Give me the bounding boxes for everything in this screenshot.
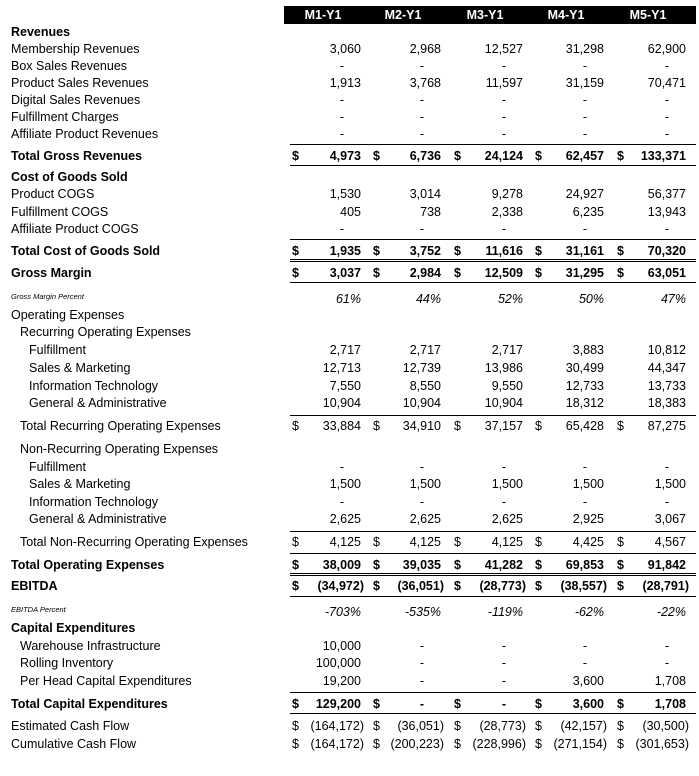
rule-line [290,261,696,262]
value-cell: 4,125 [409,535,441,549]
currency-symbol: $ [535,737,542,751]
rule-line [290,553,696,554]
row-label: Total Non-Recurring Operating Expenses [20,535,248,549]
value-cell: 1,530 [329,187,361,201]
currency-symbol: $ [373,558,380,572]
value-cell: 6,235 [572,205,604,219]
currency-symbol: $ [292,244,299,258]
value-cell: 39,035 [402,558,441,572]
value-cell: - [419,460,424,474]
value-cell: 11,616 [485,244,523,258]
currency-symbol: $ [535,719,542,733]
row-label: EBITDA [11,579,58,593]
value-cell: 31,298 [565,42,604,56]
value-cell: 2,968 [409,42,441,56]
value-cell: 3,883 [572,343,604,357]
currency-symbol: $ [454,558,461,572]
value-cell: 3,752 [409,244,441,258]
rule-line [290,713,696,714]
rule-line [290,692,696,693]
value-cell: 62,457 [565,149,604,163]
value-cell: 12,509 [484,266,523,280]
row-label: Fulfillment COGS [11,205,109,219]
value-cell: 2,338 [491,205,523,219]
row-label: Sales & Marketing [29,477,131,491]
row-label: Total Recurring Operating Expenses [20,419,221,433]
value-cell: 4,125 [491,535,523,549]
value-cell: 44% [415,292,441,306]
value-cell: 129,200 [315,697,361,711]
currency-symbol: $ [617,558,624,572]
value-cell: 2,625 [329,512,361,526]
value-cell: 31,161 [565,244,604,258]
value-cell: - [501,495,506,509]
value-cell: 1,708 [654,674,686,688]
currency-symbol: $ [535,579,542,593]
value-cell: 2,717 [409,343,441,357]
value-cell: - [501,93,506,107]
value-cell: 1,708 [654,697,686,711]
column-header: M5-Y1 [629,8,667,22]
value-cell: 38,009 [322,558,361,572]
value-cell: 34,910 [402,419,441,433]
value-cell: 1,500 [572,477,604,491]
value-cell: - [664,222,669,236]
value-cell: 2,717 [329,343,361,357]
currency-symbol: $ [617,697,624,711]
currency-symbol: $ [535,244,542,258]
currency-symbol: $ [454,719,461,733]
value-cell: - [339,495,344,509]
currency-symbol: $ [617,419,624,433]
value-cell: - [501,110,506,124]
row-label: Estimated Cash Flow [11,719,130,733]
value-cell: -703% [324,605,361,619]
value-cell: (28,773) [479,719,526,733]
currency-symbol: $ [373,244,380,258]
row-label: Fulfillment [29,343,86,357]
value-cell: - [664,59,669,73]
row-label: Gross Margin [11,266,92,280]
currency-symbol: $ [454,244,461,258]
rule-line [290,575,696,576]
value-cell: - [501,639,506,653]
row-label: General & Administrative [29,396,167,410]
value-cell: - [339,127,344,141]
value-cell: 87,275 [647,419,686,433]
currency-symbol: $ [454,579,461,593]
value-cell: 12,733 [565,379,604,393]
rule-line [290,573,696,574]
currency-symbol: $ [454,737,461,751]
value-cell: 10,000 [322,639,361,653]
row-label: Total Cost of Goods Sold [11,244,161,258]
value-cell: - [664,110,669,124]
value-cell: 61% [335,292,361,306]
rule-line [290,596,696,597]
row-label: Gross Margin Percent [11,292,84,301]
row-label: Revenues [11,25,71,39]
value-cell: - [501,460,506,474]
value-cell: 4,425 [572,535,604,549]
column-header: M3-Y1 [466,8,504,22]
value-cell: 2,625 [491,512,523,526]
rule-line [290,144,696,145]
value-cell: 3,014 [409,187,441,201]
value-cell: 31,159 [565,76,604,90]
row-label: Fulfillment [29,460,86,474]
currency-symbol: $ [535,558,542,572]
value-cell: - [419,674,424,688]
currency-symbol: $ [373,737,380,751]
currency-symbol: $ [373,697,380,711]
value-cell: - [582,110,587,124]
value-cell: - [664,460,669,474]
currency-symbol: $ [454,266,461,280]
value-cell: -119% [487,605,523,619]
value-cell: (164,172) [310,737,364,751]
value-cell: (36,051) [397,719,444,733]
value-cell: - [582,656,587,670]
row-label: Total Operating Expenses [11,558,165,572]
value-cell: 4,125 [329,535,361,549]
value-cell: 2,717 [491,343,523,357]
value-cell: - [339,59,344,73]
value-cell: 10,812 [647,343,686,357]
value-cell: 65,428 [565,419,604,433]
value-cell: - [582,639,587,653]
value-cell: - [419,697,424,711]
value-cell: - [419,656,424,670]
value-cell: -22% [656,605,686,619]
value-cell: 1,500 [654,477,686,491]
row-label: Rolling Inventory [20,656,114,670]
currency-symbol: $ [292,266,299,280]
currency-symbol: $ [373,419,380,433]
value-cell: 10,904 [484,396,523,410]
value-cell: - [339,460,344,474]
row-label: Membership Revenues [11,42,140,56]
value-cell: - [664,656,669,670]
currency-symbol: $ [617,149,624,163]
value-cell: 52% [497,292,523,306]
value-cell: (28,791) [642,579,689,593]
value-cell: 10,904 [322,396,361,410]
row-label: General & Administrative [29,512,167,526]
value-cell: 738 [420,205,441,219]
row-label: EBITDA Percent [11,605,66,614]
currency-symbol: $ [617,244,624,258]
value-cell: 50% [578,292,604,306]
value-cell: - [419,222,424,236]
value-cell: (34,972) [317,579,364,593]
currency-symbol: $ [535,266,542,280]
value-cell: 70,471 [647,76,686,90]
value-cell: - [419,59,424,73]
value-cell: (36,051) [397,579,444,593]
value-cell: 24,927 [565,187,604,201]
value-cell: 13,986 [484,361,523,375]
value-cell: - [664,93,669,107]
value-cell: (42,157) [560,719,607,733]
column-header-bar [284,6,696,24]
value-cell: - [339,93,344,107]
value-cell: 13,733 [647,379,686,393]
currency-symbol: $ [292,558,299,572]
currency-symbol: $ [292,579,299,593]
value-cell: -62% [574,605,604,619]
value-cell: 24,124 [484,149,523,163]
currency-symbol: $ [292,719,299,733]
value-cell: - [501,656,506,670]
value-cell: (228,996) [472,737,526,751]
row-label: Cumulative Cash Flow [11,737,137,751]
value-cell: 44,347 [647,361,686,375]
row-label: Non-Recurring Operating Expenses [20,442,219,456]
row-label: Total Capital Expenditures [11,697,168,711]
value-cell: - [501,674,506,688]
column-header: M2-Y1 [384,8,422,22]
value-cell: - [582,495,587,509]
value-cell: - [664,495,669,509]
currency-symbol: $ [292,697,299,711]
column-header: M1-Y1 [304,8,342,22]
value-cell: (301,653) [635,737,689,751]
row-label: Affiliate Product COGS [11,222,139,236]
value-cell: 405 [340,205,361,219]
value-cell: 10,904 [402,396,441,410]
value-cell: (30,500) [642,719,689,733]
value-cell: - [419,639,424,653]
row-label: Information Technology [29,379,159,393]
value-cell: 1,500 [491,477,523,491]
currency-symbol: $ [292,737,299,751]
value-cell: 100,000 [315,656,361,670]
value-cell: 12,527 [484,42,523,56]
row-label: Cost of Goods Sold [11,170,128,184]
value-cell: (38,557) [560,579,607,593]
value-cell: 3,037 [329,266,361,280]
value-cell: 63,051 [647,266,686,280]
value-cell: - [582,460,587,474]
value-cell: 19,200 [322,674,361,688]
row-label: Product Sales Revenues [11,76,149,90]
value-cell: 2,984 [409,266,441,280]
value-cell: 12,739 [402,361,441,375]
currency-symbol: $ [535,149,542,163]
value-cell: 12,713 [322,361,361,375]
value-cell: 1,935 [329,244,361,258]
value-cell: - [582,222,587,236]
value-cell: 18,312 [565,396,604,410]
value-cell: - [501,222,506,236]
value-cell: - [582,93,587,107]
row-label: Digital Sales Revenues [11,93,141,107]
value-cell: 11,597 [485,76,523,90]
currency-symbol: $ [617,535,624,549]
currency-symbol: $ [535,697,542,711]
value-cell: (271,154) [553,737,607,751]
currency-symbol: $ [292,149,299,163]
row-label: Recurring Operating Expenses [20,325,191,339]
value-cell: (164,172) [310,719,364,733]
currency-symbol: $ [373,535,380,549]
value-cell: - [339,110,344,124]
row-label: Capital Expenditures [11,621,136,635]
value-cell: 18,383 [647,396,686,410]
rule-line [290,239,696,240]
value-cell: 31,295 [565,266,604,280]
value-cell: 9,550 [491,379,523,393]
currency-symbol: $ [454,535,461,549]
rule-line [290,531,696,532]
currency-symbol: $ [617,266,624,280]
rule-line [290,415,696,416]
currency-symbol: $ [617,579,624,593]
value-cell: - [419,110,424,124]
value-cell: - [501,127,506,141]
value-cell: - [419,495,424,509]
currency-symbol: $ [373,266,380,280]
row-label: Warehouse Infrastructure [20,639,161,653]
value-cell: 3,600 [572,697,604,711]
value-cell: 3,768 [409,76,441,90]
currency-symbol: $ [535,419,542,433]
currency-symbol: $ [454,697,461,711]
value-cell: 9,278 [491,187,523,201]
value-cell: 1,500 [409,477,441,491]
value-cell: 8,550 [409,379,441,393]
value-cell: - [501,697,506,711]
value-cell: 7,550 [329,379,361,393]
row-label: Sales & Marketing [29,361,131,375]
currency-symbol: $ [292,419,299,433]
currency-symbol: $ [373,719,380,733]
value-cell: 4,567 [654,535,686,549]
value-cell: 2,925 [572,512,604,526]
row-label: Fulfillment Charges [11,110,119,124]
value-cell: 4,973 [329,149,361,163]
value-cell: - [664,639,669,653]
value-cell: 3,060 [329,42,361,56]
row-label: Operating Expenses [11,308,125,322]
currency-symbol: $ [373,579,380,593]
row-label: Affiliate Product Revenues [11,127,159,141]
currency-symbol: $ [373,149,380,163]
value-cell: 70,320 [647,244,686,258]
row-label: Box Sales Revenues [11,59,128,73]
value-cell: 1,500 [329,477,361,491]
value-cell: 3,067 [654,512,686,526]
currency-symbol: $ [535,535,542,549]
value-cell: 6,736 [409,149,441,163]
value-cell: - [582,59,587,73]
value-cell: 133,371 [640,149,686,163]
rule-line [290,165,696,166]
value-cell: 1,913 [329,76,361,90]
value-cell: 13,943 [647,205,686,219]
currency-symbol: $ [292,535,299,549]
value-cell: 30,499 [565,361,604,375]
currency-symbol: $ [454,419,461,433]
value-cell: - [419,93,424,107]
value-cell: 69,853 [565,558,604,572]
column-header: M4-Y1 [547,8,585,22]
value-cell: 91,842 [647,558,686,572]
value-cell: 33,884 [322,419,361,433]
value-cell: 3,600 [572,674,604,688]
value-cell: (28,773) [479,579,526,593]
value-cell: 41,282 [484,558,523,572]
value-cell: - [419,127,424,141]
value-cell: - [501,59,506,73]
value-cell: - [582,127,587,141]
row-label: Product COGS [11,187,95,201]
row-label: Information Technology [29,495,159,509]
value-cell: 2,625 [409,512,441,526]
value-cell: 37,157 [484,419,523,433]
currency-symbol: $ [617,719,624,733]
rule-line [290,259,696,260]
value-cell: 62,900 [647,42,686,56]
row-label: Per Head Capital Expenditures [20,674,192,688]
value-cell: - [339,222,344,236]
currency-symbol: $ [617,737,624,751]
currency-symbol: $ [454,149,461,163]
value-cell: 56,377 [647,187,686,201]
row-label: Total Gross Revenues [11,149,143,163]
value-cell: 47% [660,292,686,306]
value-cell: (200,223) [390,737,444,751]
value-cell: -535% [404,605,441,619]
rule-line [290,282,696,283]
value-cell: - [664,127,669,141]
